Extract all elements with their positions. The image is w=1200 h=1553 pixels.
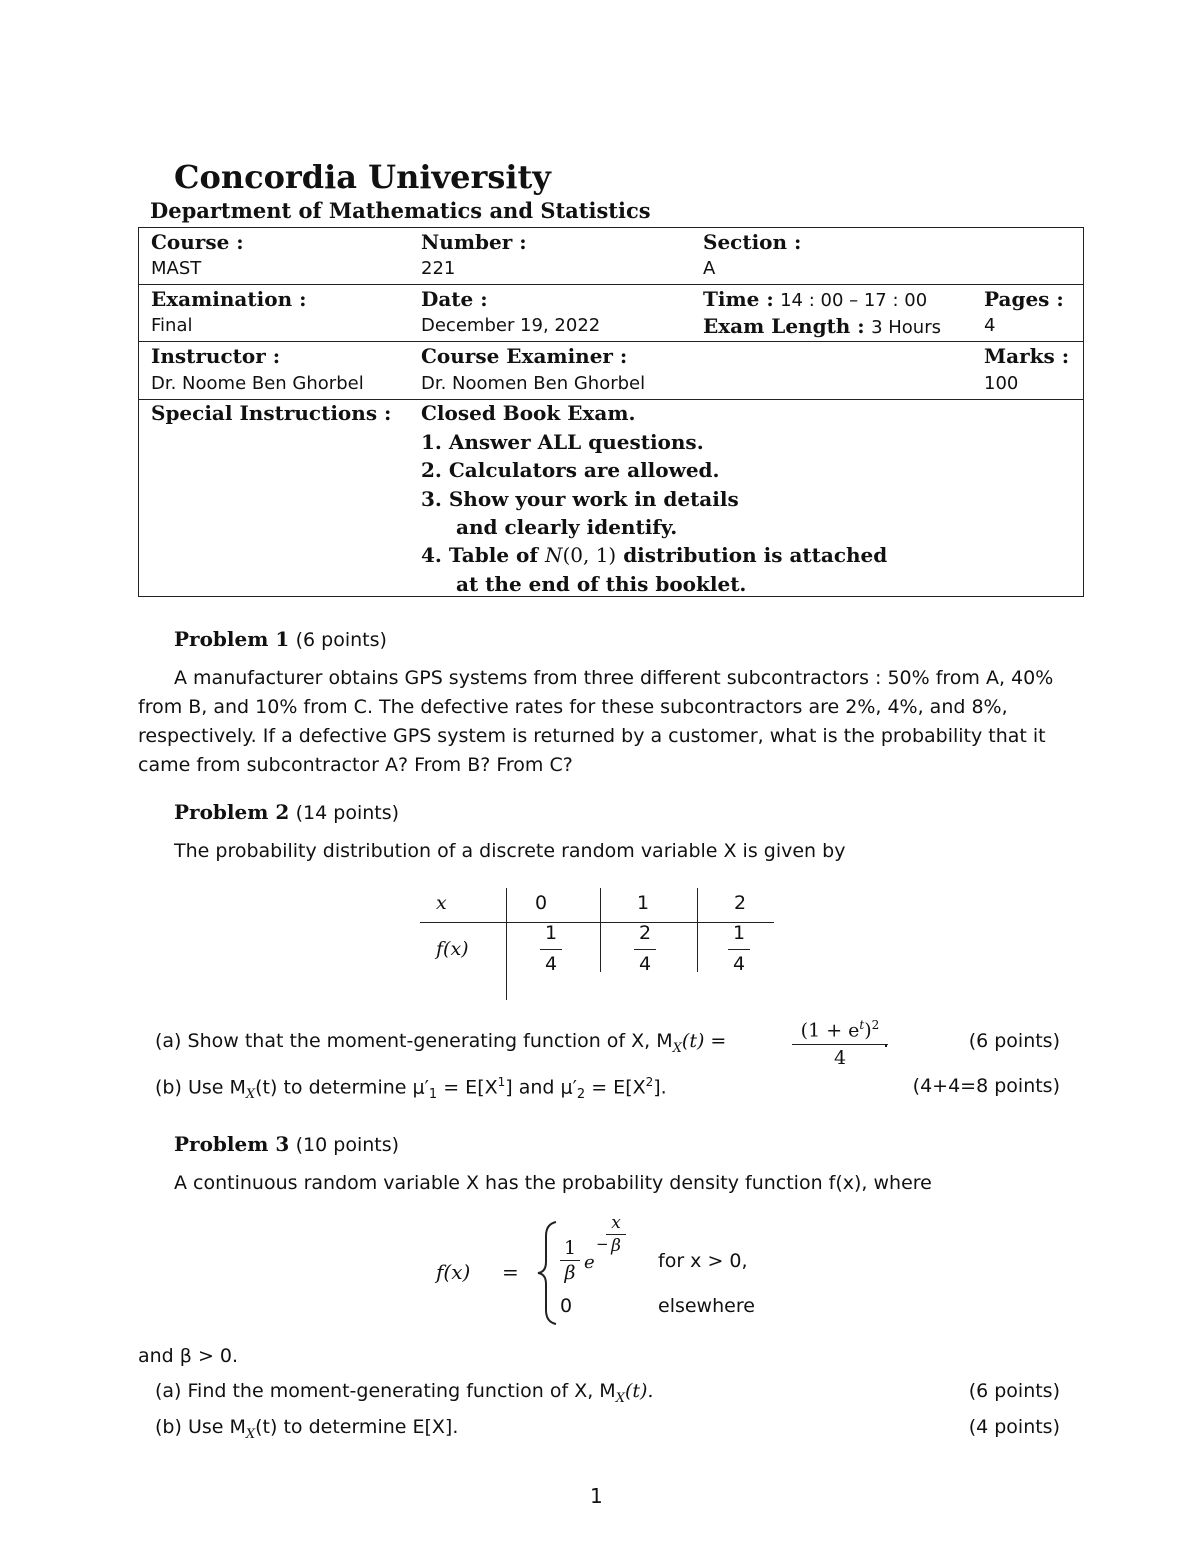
exam-label: Examination :	[151, 287, 307, 311]
case1-exponent	[606, 1212, 626, 1257]
problem3-after: and β > 0.	[138, 1345, 239, 1367]
problem3-part-b	[155, 1416, 458, 1442]
part-a-label: (a)	[155, 1380, 182, 1402]
pdf-lhs: f(x)	[436, 1260, 471, 1284]
problem1-title: Problem 1	[174, 627, 290, 651]
problem2-points: (14 points)	[295, 802, 400, 824]
page-number: 1	[590, 1484, 603, 1508]
length-value: 3 Hours	[871, 317, 941, 338]
table-vline	[697, 888, 698, 972]
instruction-text: 4. Table of	[421, 543, 545, 567]
part-a-text: Show that the moment-generating function of X, M	[187, 1030, 673, 1052]
problem3-part-a	[155, 1380, 653, 1406]
problem1-text: A manufacturer obtains GPS systems from three different subcontractors : 50% from A, 40% from B, and 10% from C. The defective rates for these subcontractors are 2%, 4%, and 8%, respectively. If a defective GPS system is returned by a customer, what is the probability that it came from subcontractor A? From B? From C?	[138, 667, 1054, 776]
instruction-line: 3. Show your work in details	[421, 487, 739, 511]
x-value: 0	[534, 892, 548, 914]
x-value: 1	[636, 892, 650, 914]
section-value: A	[703, 258, 716, 279]
instruction-line: 1. Answer ALL questions.	[421, 430, 704, 454]
p3-part-a-points: (6 points)	[968, 1380, 1060, 1402]
problem2-title: Problem 2	[174, 800, 290, 824]
problem3-heading	[174, 1132, 399, 1156]
number-value: 221	[421, 258, 456, 279]
problem2-intro: The probability distribution of a discrete random variable X is given by	[174, 840, 846, 862]
time-field	[703, 285, 927, 315]
time-value: 14 : 00 – 17 : 00	[780, 290, 928, 311]
prob-numerator: 1	[732, 922, 746, 944]
table-vline	[600, 888, 601, 972]
time-label: Time :	[703, 287, 774, 311]
x-value: 2	[733, 892, 747, 914]
table-vline	[506, 888, 507, 1000]
num-exp: 2	[871, 1018, 880, 1032]
problem1-points: (6 points)	[295, 629, 387, 651]
sub: X	[615, 1390, 625, 1406]
part-b-text: Use M	[187, 1416, 246, 1438]
pdf-equals: =	[502, 1260, 519, 1284]
case1-condition: for x > 0,	[658, 1250, 748, 1272]
part-b-text6: ].	[653, 1076, 667, 1099]
sup: 2	[645, 1075, 654, 1089]
prob-numerator: 2	[638, 922, 652, 944]
university-title: Concordia University	[174, 158, 551, 196]
num-tail: )	[864, 1019, 872, 1042]
part-b-text4: ] and μ′	[505, 1076, 577, 1099]
part-b-points: (4+4=8 points)	[912, 1075, 1060, 1097]
fraction-bar	[728, 949, 750, 950]
arg: (t).	[624, 1380, 654, 1402]
number-label: Number :	[421, 230, 527, 254]
part-b-label: (b)	[155, 1076, 182, 1099]
mgf-denominator: 4	[833, 1047, 847, 1070]
prob-denominator: 4	[732, 953, 746, 975]
mgf-fraction	[792, 1011, 888, 1071]
marks-value: 100	[984, 373, 1019, 394]
case1-fraction	[560, 1236, 580, 1285]
mgf-arg: (t) =	[681, 1030, 727, 1052]
pages-label: Pages :	[984, 287, 1064, 311]
prob-denominator: 4	[544, 953, 558, 975]
exam-info-table	[138, 227, 1084, 597]
exp-den: β	[611, 1236, 621, 1256]
course-value: MAST	[151, 258, 202, 279]
course-label: Course :	[151, 230, 244, 254]
p3-part-b-points: (4 points)	[968, 1416, 1060, 1438]
instruction-line: at the end of this booklet.	[456, 572, 747, 596]
special-instructions-label: Special Instructions :	[151, 401, 392, 425]
problem3-intro: A continuous random variable X has the probability density function f(x), where	[174, 1172, 932, 1194]
exam-value: Final	[151, 315, 193, 336]
case1-exp-sign: −	[596, 1235, 609, 1253]
prob-denominator: 4	[638, 953, 652, 975]
pages-value: 4	[984, 315, 996, 336]
sub: X	[245, 1426, 256, 1442]
part-b-text3: = E[X	[437, 1076, 498, 1099]
exp-num: x	[606, 1212, 626, 1235]
mgf-numerator	[792, 1011, 888, 1045]
mgf-subscript: X	[672, 1040, 682, 1056]
problem3-points: (10 points)	[295, 1134, 400, 1156]
case1-den: β	[564, 1262, 576, 1284]
length-label: Exam Length :	[703, 314, 865, 338]
math-n: N	[544, 543, 563, 567]
piecewise-brace	[536, 1220, 560, 1326]
case1-e: e	[584, 1252, 595, 1273]
f-label: f(x)	[436, 938, 469, 960]
instructor-label: Instructor :	[151, 344, 281, 368]
mgf-end: .	[883, 1030, 890, 1052]
part-a-label: (a)	[155, 1030, 182, 1052]
problem2-part-b	[155, 1075, 667, 1102]
fraction-bar	[540, 949, 562, 950]
part-b-text: Use M	[187, 1076, 246, 1099]
problem1-heading	[174, 627, 387, 651]
instructor-value: Dr. Noome Ben Ghorbel	[151, 373, 364, 394]
case1-num: 1	[560, 1236, 580, 1261]
date-label: Date :	[421, 287, 488, 311]
section-label: Section :	[703, 230, 802, 254]
problem2-heading	[174, 800, 399, 824]
part-b-text5: = E[X	[585, 1076, 646, 1099]
instruction-line: and clearly identify.	[456, 515, 678, 539]
instruction-line-table	[421, 541, 887, 569]
examiner-value: Dr. Noomen Ben Ghorbel	[421, 373, 646, 394]
problem3-title: Problem 3	[174, 1132, 290, 1156]
problem2-part-a	[155, 1030, 726, 1056]
instruction-line: 2. Calculators are allowed.	[421, 458, 720, 482]
part-b-text2: (t) to determine E[X].	[255, 1416, 459, 1438]
sub: 2	[576, 1087, 586, 1103]
department-name: Department of Mathematics and Statistics	[150, 198, 651, 223]
num-sup: t	[859, 1018, 865, 1032]
case2-condition: elsewhere	[658, 1295, 755, 1317]
part-b-text2: (t) to determine μ′	[255, 1076, 429, 1099]
part-b-label: (b)	[155, 1416, 182, 1438]
sup: 1	[497, 1075, 506, 1089]
case2-value: 0	[560, 1295, 573, 1317]
math-args: (0, 1)	[562, 543, 617, 567]
fraction-bar	[634, 949, 656, 950]
examiner-label: Course Examiner :	[421, 344, 628, 368]
marks-label: Marks :	[984, 344, 1070, 368]
date-value: December 19, 2022	[421, 315, 601, 336]
instruction-line: Closed Book Exam.	[421, 401, 636, 425]
table-hline	[420, 922, 774, 923]
prob-numerator: 1	[544, 922, 558, 944]
sub: X	[245, 1087, 256, 1103]
x-label: x	[436, 892, 447, 914]
part-a-points: (6 points)	[968, 1030, 1060, 1052]
sub: 1	[428, 1087, 438, 1103]
length-field	[703, 312, 941, 342]
num-text: (1 + e	[800, 1019, 860, 1042]
part-a-text: Find the moment-generating function of X, M	[187, 1380, 616, 1402]
instruction-text: distribution is attached	[616, 543, 888, 567]
